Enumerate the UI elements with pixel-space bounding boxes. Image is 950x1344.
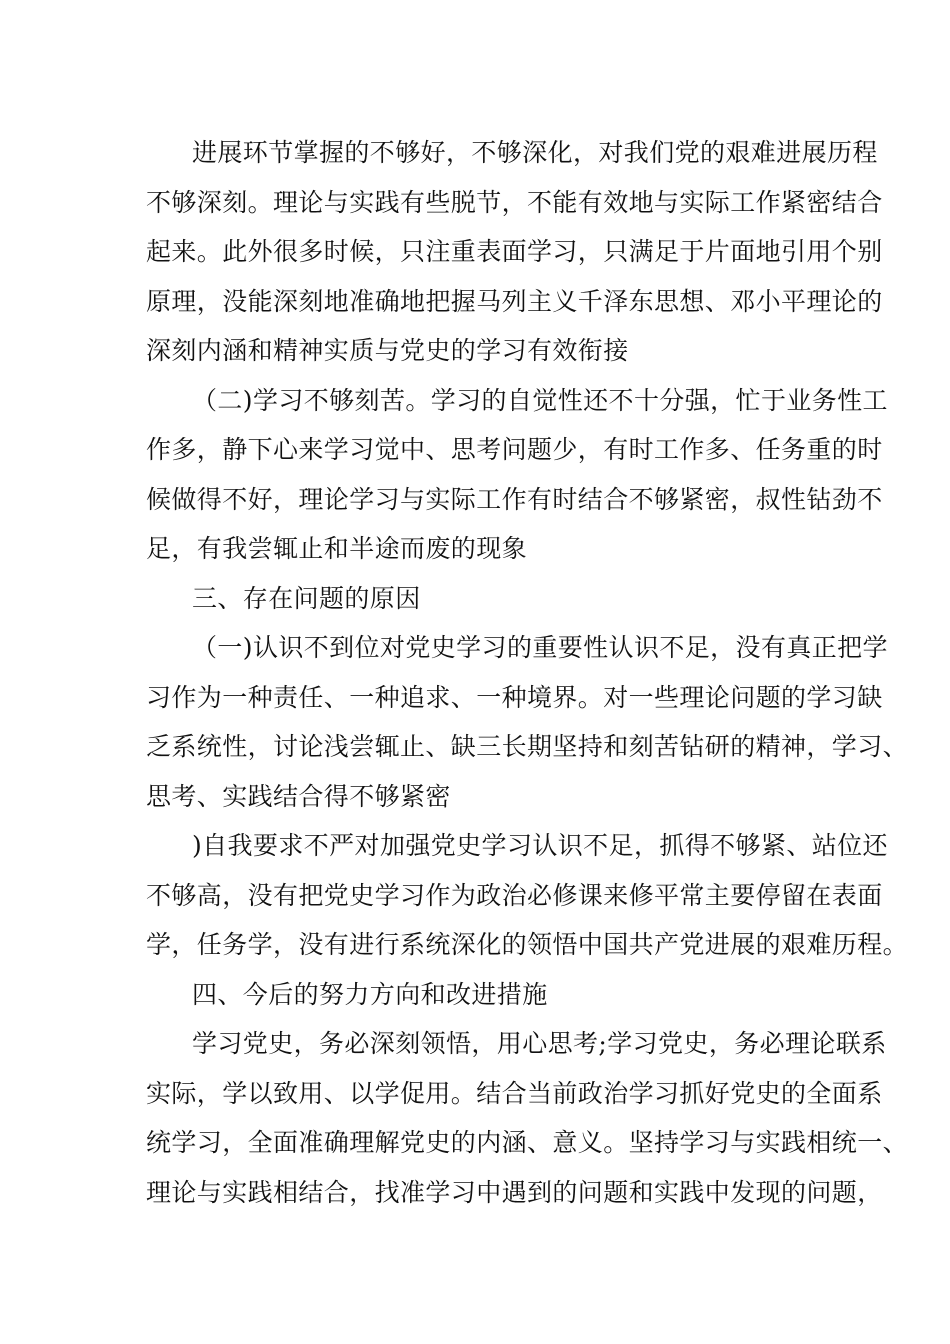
section-heading: 四、今后的努力方向和改进措施: [192, 979, 548, 1009]
paragraph-line: 理论与实践相结合，找准学习中遇到的问题和实践中发现的问题，: [146, 1177, 883, 1207]
paragraph-line: 起来。此外很多时候，只注重表面学习，只满足于片面地引用个别: [146, 237, 883, 266]
section-heading: 三、存在问题的原因: [192, 583, 421, 613]
paragraph-line: 统学习，全面准确理解党史的内涵、意义。坚持学习与实践相统一、: [146, 1128, 909, 1157]
paragraph-line: 不够深刻。理论与实践有些脱节，不能有效地与实际工作紧密结合: [146, 187, 883, 217]
paragraph-line: 学，任务学，没有进行系统深化的领悟中国共产党进展的艰难历程。: [146, 930, 909, 959]
paragraph-line: 不够高，没有把党史学习作为政治必修课来修平常主要停留在表面: [146, 880, 883, 910]
paragraph-line: )自我要求不严对加强党史学习认识不足，抓得不够紧、站位还: [192, 831, 888, 860]
paragraph-line: （一)认识不到位对党史学习的重要性认识不足，没有真正把学: [192, 633, 888, 662]
paragraph-line: 学习党史，务必深刻领悟，用心思考;学习党史，务必理论联系: [192, 1029, 887, 1058]
paragraph-line: 乏系统性，讨论浅尝辄止、缺三长期坚持和刻苦钻研的精神，学习、: [146, 732, 909, 761]
paragraph-line: （二)学习不够刻苦。学习的自觉性还不十分强，忙于业务性工: [192, 385, 888, 415]
paragraph-line: 深刻内涵和精神实质与党史的学习有效衔接: [146, 336, 629, 365]
paragraph-line: 习作为一种责任、一种追求、一种境界。对一些理论问题的学习缺: [146, 682, 883, 712]
document-body: [146, 128, 909, 1217]
paragraph-line: 原理，没能深刻地准确地把握马列主义千泽东思想、邓小平理论的: [146, 286, 883, 316]
paragraph-line: 作多，静下心来学习觉中、思考问题少，有时工作多、任务重的时: [146, 435, 883, 464]
paragraph-line: 进展环节掌握的不够好，不够深化，对我们党的艰难进展历程: [192, 138, 878, 167]
paragraph-line: 足，有我尝辄止和半途而废的现象: [146, 534, 528, 563]
paragraph-line: 实际，学以致用、以学促用。结合当前政治学习抓好党史的全面系: [146, 1078, 883, 1108]
paragraph-line: 候做得不好，理论学习与实际工作有时结合不够紧密，叔性钻劲不: [146, 484, 883, 514]
paragraph-line: 思考、实践结合得不够紧密: [146, 781, 451, 811]
